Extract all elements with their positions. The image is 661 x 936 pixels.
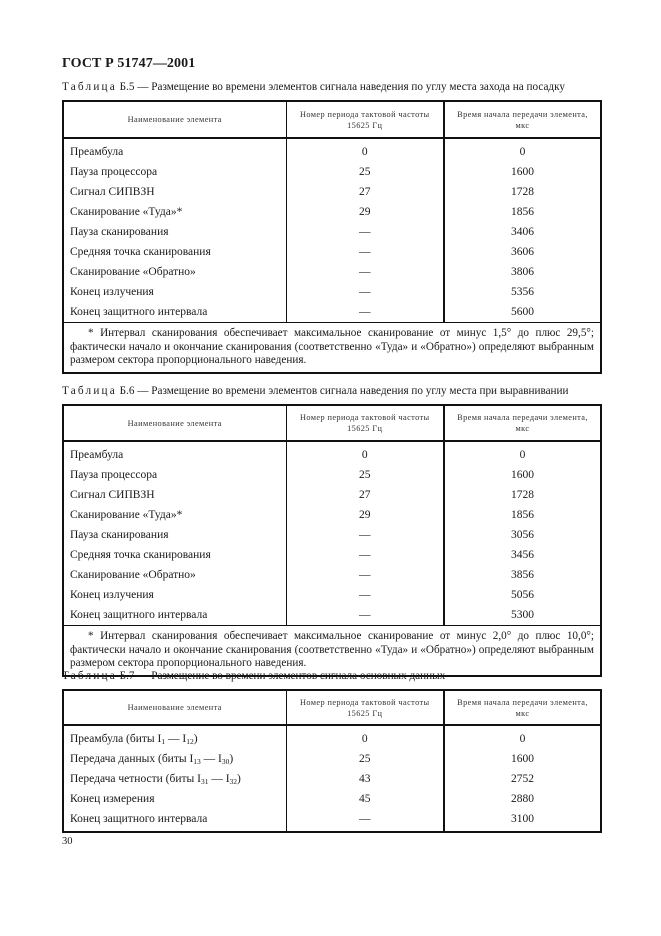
caption-label: Таблица xyxy=(62,385,117,397)
cell-period: — xyxy=(286,222,444,242)
table-row xyxy=(63,485,601,505)
cell-name: Пауза процессора xyxy=(63,162,286,182)
table-row xyxy=(63,441,601,465)
table-row xyxy=(63,242,601,262)
cell-name: Конец защитного интервала xyxy=(63,809,286,832)
cell-period: 0 xyxy=(286,138,444,162)
cell-time: 5600 xyxy=(511,305,534,318)
cell-period: 25 xyxy=(286,465,444,485)
cell-time: 3456 xyxy=(511,548,534,561)
column-header-period: Номер периода тактовой частоты 15625 Гц xyxy=(286,101,444,138)
cell-time: 2752 xyxy=(511,772,534,785)
subscript: 13 xyxy=(193,756,201,766)
table-row xyxy=(63,202,601,222)
name-text: Передача четности (биты I xyxy=(70,772,201,785)
cell-period: — xyxy=(286,585,444,605)
table-row xyxy=(63,769,601,789)
cell-name: Конец излучения xyxy=(63,282,286,302)
name-text: Преамбула (биты I xyxy=(70,732,162,745)
cell-time: 1600 xyxy=(511,468,534,481)
table-row xyxy=(63,809,601,832)
name-text: ) xyxy=(229,752,234,765)
subscript: 12 xyxy=(186,736,194,746)
cell-period: — xyxy=(286,302,444,323)
cell-period: — xyxy=(286,282,444,302)
column-header-time: Время начала передачи элемента, мкс xyxy=(444,690,601,725)
table-header-row xyxy=(63,101,601,138)
cell-name: Сканирование «Туда»* xyxy=(63,202,286,222)
cell-period: — xyxy=(286,565,444,585)
cell-name: Пауза сканирования xyxy=(63,222,286,242)
name-text: — I xyxy=(208,772,230,785)
caption-label: Таблица xyxy=(62,670,117,682)
page-number: 30 xyxy=(62,836,73,847)
cell-period: — xyxy=(286,262,444,282)
cell-period: 29 xyxy=(286,202,444,222)
table-b5 xyxy=(62,100,602,374)
table-row xyxy=(63,545,601,565)
cell-period: 27 xyxy=(286,485,444,505)
table-note-row xyxy=(63,323,601,373)
table-b7 xyxy=(62,689,602,833)
table-note-text: * Интервал сканирования обеспечивает максимальное сканирование от минус 2,0° до плюс 10,0°; фактически начало и окончание сканирования (соответственно «Туда» и «Обратно») определяют выбранным размером сектора пропорционального наведения. xyxy=(70,630,594,669)
cell-period: 25 xyxy=(286,162,444,182)
table-row xyxy=(63,749,601,769)
caption-number: Б.7 xyxy=(119,670,135,682)
table-row xyxy=(63,302,601,323)
cell-time: 1728 xyxy=(511,185,534,198)
table-row xyxy=(63,525,601,545)
column-header-time: Время начала передачи элемента, мкс xyxy=(444,405,601,441)
caption-text: — Размещение во времени элементов сигнала наведения по углу места захода на посадку xyxy=(134,81,565,93)
cell-time: 0 xyxy=(519,732,526,745)
cell-name: Преамбула xyxy=(63,138,286,162)
table-row xyxy=(63,282,601,302)
cell-name: Сканирование «Туда»* xyxy=(63,505,286,525)
cell-period: — xyxy=(286,242,444,262)
cell-period: 45 xyxy=(286,789,444,809)
subscript: 30 xyxy=(221,756,230,766)
cell-time: 1600 xyxy=(511,165,534,178)
table-row xyxy=(63,182,601,202)
cell-time: 5056 xyxy=(511,588,534,601)
cell-time: 3806 xyxy=(511,265,534,278)
cell-time: 5356 xyxy=(511,285,534,298)
table-row xyxy=(63,138,601,162)
cell-name: Конец защитного интервала xyxy=(63,302,286,323)
table-b6 xyxy=(62,404,602,677)
cell-period: — xyxy=(286,525,444,545)
table-row xyxy=(63,222,601,242)
cell-time: 0 xyxy=(519,145,526,158)
cell-time: 3856 xyxy=(511,568,534,581)
cell-time: 1856 xyxy=(511,205,534,218)
cell-time: 1856 xyxy=(511,508,534,521)
cell-name: Сканирование «Обратно» xyxy=(63,262,286,282)
table-row xyxy=(63,585,601,605)
caption-text: — Размещение во времени элементов сигнала основных данных xyxy=(134,670,446,682)
cell-time: 1728 xyxy=(511,488,534,501)
column-header-name: Наименование элемента xyxy=(63,690,286,725)
cell-period: 25 xyxy=(286,749,444,769)
name-text: ) xyxy=(193,732,198,745)
table-note xyxy=(63,323,601,373)
cell-time: 1600 xyxy=(511,752,534,765)
table-note-text: * Интервал сканирования обеспечивает максимальное сканирование от минус 1,5° до плюс 29,5°; фактически начало и окончание сканирования (соответственно «Туда» и «Обратно») определяют выбранным размером сектора пропорционального наведения. xyxy=(70,327,594,366)
cell-name xyxy=(63,725,286,749)
table-row xyxy=(63,465,601,485)
cell-name xyxy=(63,769,286,789)
table-b6-caption xyxy=(62,385,569,397)
cell-name: Преамбула xyxy=(63,441,286,465)
table-header-row xyxy=(63,405,601,441)
column-header-period: Номер периода тактовой частоты 15625 Гц xyxy=(286,405,444,441)
table-header-row xyxy=(63,690,601,725)
caption-label: Таблица xyxy=(62,81,117,93)
cell-name: Пауза процессора xyxy=(63,465,286,485)
name-text: — I xyxy=(165,732,187,745)
cell-period: — xyxy=(286,545,444,565)
subscript: 31 xyxy=(200,776,209,786)
caption-text: — Размещение во времени элементов сигнала наведения по углу места при выравнивании xyxy=(134,385,569,397)
caption-number: Б.6 xyxy=(119,385,135,397)
cell-name: Конец защитного интервала xyxy=(63,605,286,626)
table-row xyxy=(63,565,601,585)
cell-time: 5300 xyxy=(511,608,534,621)
column-header-period: Номер периода тактовой частоты 15625 Гц xyxy=(286,690,444,725)
cell-time: 2880 xyxy=(511,792,534,805)
subscript: 1 xyxy=(161,736,166,746)
cell-name: Средняя точка сканирования xyxy=(63,242,286,262)
cell-time: 3606 xyxy=(511,245,534,258)
cell-name: Конец излучения xyxy=(63,585,286,605)
cell-period: — xyxy=(286,809,444,832)
cell-time: 3100 xyxy=(511,812,534,825)
table-b7-caption xyxy=(62,670,445,682)
cell-name: Средняя точка сканирования xyxy=(63,545,286,565)
cell-time: 3056 xyxy=(511,528,534,541)
table-row xyxy=(63,505,601,525)
subscript: 32 xyxy=(229,776,238,786)
cell-name: Конец измерения xyxy=(63,789,286,809)
table-note xyxy=(63,626,601,676)
cell-name: Пауза сканирования xyxy=(63,525,286,545)
cell-period: 43 xyxy=(286,769,444,789)
table-note-row xyxy=(63,626,601,676)
cell-name: Сканирование «Обратно» xyxy=(63,565,286,585)
column-header-time: Время начала передачи элемента, мкс xyxy=(444,101,601,138)
table-row xyxy=(63,725,601,749)
cell-period: 0 xyxy=(286,441,444,465)
name-text: Передача данных (биты I xyxy=(70,752,194,765)
cell-period: — xyxy=(286,605,444,626)
table-row xyxy=(63,162,601,182)
cell-period: 29 xyxy=(286,505,444,525)
document-header: ГОСТ Р 51747—2001 xyxy=(62,56,196,71)
cell-period: 27 xyxy=(286,182,444,202)
cell-time: 3406 xyxy=(511,225,534,238)
cell-name: Сигнал СИПВЗН xyxy=(63,485,286,505)
cell-period: 0 xyxy=(286,725,444,749)
table-b5-caption xyxy=(62,81,565,93)
column-header-name: Наименование элемента xyxy=(63,101,286,138)
cell-time: 0 xyxy=(519,448,526,461)
table-row xyxy=(63,262,601,282)
column-header-name: Наименование элемента xyxy=(63,405,286,441)
table-row xyxy=(63,789,601,809)
cell-name xyxy=(63,749,286,769)
caption-number: Б.5 xyxy=(119,81,135,93)
name-text: — I xyxy=(200,752,222,765)
table-row xyxy=(63,605,601,626)
name-text: ) xyxy=(237,772,241,785)
cell-name: Сигнал СИПВЗН xyxy=(63,182,286,202)
